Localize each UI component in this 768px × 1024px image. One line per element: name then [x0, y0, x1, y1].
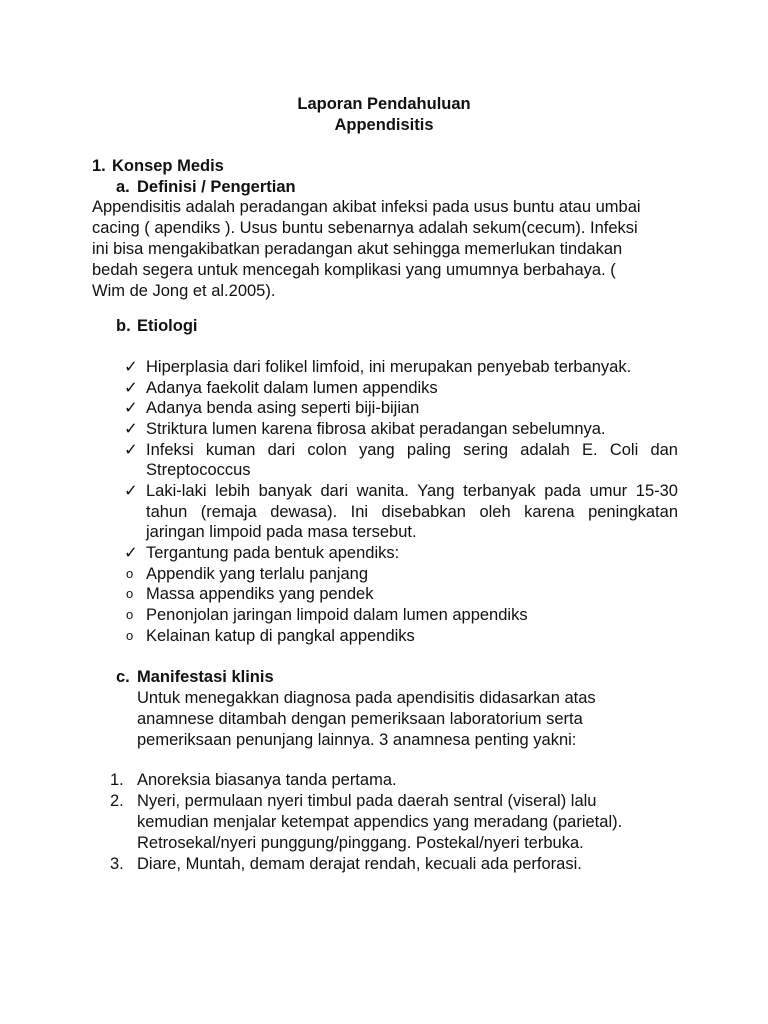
- document-page: Laporan Pendahuluan Appendisitis 1. Konsep Medis a. Definisi / Pengertian Appendisitis adalah peradangan akibat infeksi pada usus buntu atau umbai cacing ( apendiks ). Usus buntu sebenarnya adalah sekum(cecum). Infeksi ini bisa mengakibatkan peradangan akut sehingga memerlukan tindakan bedah segera untuk mencegah komplikasi yang umumnya berbahaya. ( Wim de Jong et al.2005). b. Etiologi ✓ Hiperplasia dari folikel limfoid, ini merupakan penyebab terbanyak. ✓ Adanya faekolit dalam lumen appendiks ✓ Adanya benda asing seperti biji-bijian ✓ Striktura lumen karena fibrosa akibat peradangan sebelumnya. ✓ Infeksi kuman dari colon yang paling sering adalah E. Coli dan Streptococcus ✓ Laki-laki lebih banyak dari wanita. Yang terbanyak pada umur 15-30 tahun (remaja dewasa). Ini disebabkan oleh karena peningkatan jaringan limpoid pada masa tersebut. ✓ Tergantung pada bentuk apendiks: o Appendik yang terlalu panjang o Massa appendiks yang pendek o Penonjolan jaringan limpoid dalam lumen appendiks o Kelainan katup di pangkal appendiks c. Manifestasi klinis Untuk menegakkan diagnosa pada apendisitis didasarkan atas anamnese ditambah dengan pemeriksaan laboratorium serta pemeriksaan penunjang lainnya. 3 anamnesa penting yakni: 1. Anoreksia biasanya tanda pertama. 2. Nyeri, permulaan nyeri timbul pada daerah sentral (viseral) lalu kemudian menjalar ketempat appendics yang meradang (parietal). Retrosekal/nyeri punggung/pinggang. Postekal/nyeri terbuka. 3. Diare, Muntah, demam derajat rendah, kecuali ada perforasi.: [0, 0, 768, 1024]
- list-number: 2.: [110, 792, 124, 810]
- numbered-item-continuation: kemudian menjalar ketempat appendics yang meradang (parietal).: [137, 813, 623, 831]
- checkmark-icon: ✓: [124, 379, 138, 397]
- checkmark-icon: ✓: [124, 399, 138, 417]
- numbered-item: Nyeri, permulaan nyeri timbul pada daerah sentral (viseral) lalu: [137, 792, 597, 810]
- subsection-b-heading: Etiologi: [137, 317, 198, 335]
- circle-bullet-icon: o: [126, 586, 134, 601]
- circle-bullet-icon: o: [126, 607, 134, 622]
- circle-bullet-icon: o: [126, 566, 134, 581]
- definition-line: Wim de Jong et al.2005).: [92, 282, 276, 300]
- manifestasi-intro-line: pemeriksaan penunjang lainnya. 3 anamnesa penting yakni:: [137, 731, 577, 749]
- checkmark-icon: ✓: [124, 420, 138, 438]
- numbered-item: Diare, Muntah, demam derajat rendah, kecuali ada perforasi.: [137, 855, 582, 873]
- subsection-a-heading: Definisi / Pengertian: [137, 178, 296, 196]
- subsection-c-letter: c.: [116, 668, 130, 686]
- checkmark-icon: ✓: [124, 358, 138, 376]
- manifestasi-intro-line: anamnese ditambah dengan pemeriksaan laboratorium serta: [137, 710, 583, 728]
- definition-line: ini bisa mengakibatkan peradangan akut sehingga memerlukan tindakan: [92, 240, 623, 258]
- checkmark-icon: ✓: [124, 544, 138, 562]
- section1-number: 1.: [92, 157, 106, 175]
- definition-line: cacing ( apendiks ). Usus buntu sebenarnya adalah sekum(cecum). Infeksi: [92, 219, 638, 237]
- definition-line: Appendisitis adalah peradangan akibat infeksi pada usus buntu atau umbai: [92, 198, 641, 216]
- checkmark-icon: ✓: [124, 441, 138, 459]
- document-title-line2: Appendisitis: [334, 116, 434, 134]
- list-number: 3.: [110, 855, 124, 873]
- definition-line: bedah segera untuk mencegah komplikasi yang umumnya berbahaya. (: [92, 261, 616, 279]
- checkmark-icon: ✓: [124, 482, 138, 500]
- section1-heading: Konsep Medis: [112, 157, 224, 175]
- manifestasi-intro-line: Untuk menegakkan diagnosa pada apendisitis didasarkan atas: [137, 689, 596, 707]
- list-number: 1.: [110, 771, 124, 789]
- numbered-item: Anoreksia biasanya tanda pertama.: [137, 771, 397, 789]
- subsection-c-heading: Manifestasi klinis: [137, 668, 274, 686]
- subsection-a-letter: a.: [116, 178, 130, 196]
- circle-bullet-icon: o: [126, 628, 134, 643]
- document-title-line1: Laporan Pendahuluan: [297, 95, 471, 113]
- subsection-b-letter: b.: [116, 317, 131, 335]
- numbered-item-continuation: Retrosekal/nyeri punggung/pinggang. Postekal/nyeri terbuka.: [137, 834, 584, 852]
